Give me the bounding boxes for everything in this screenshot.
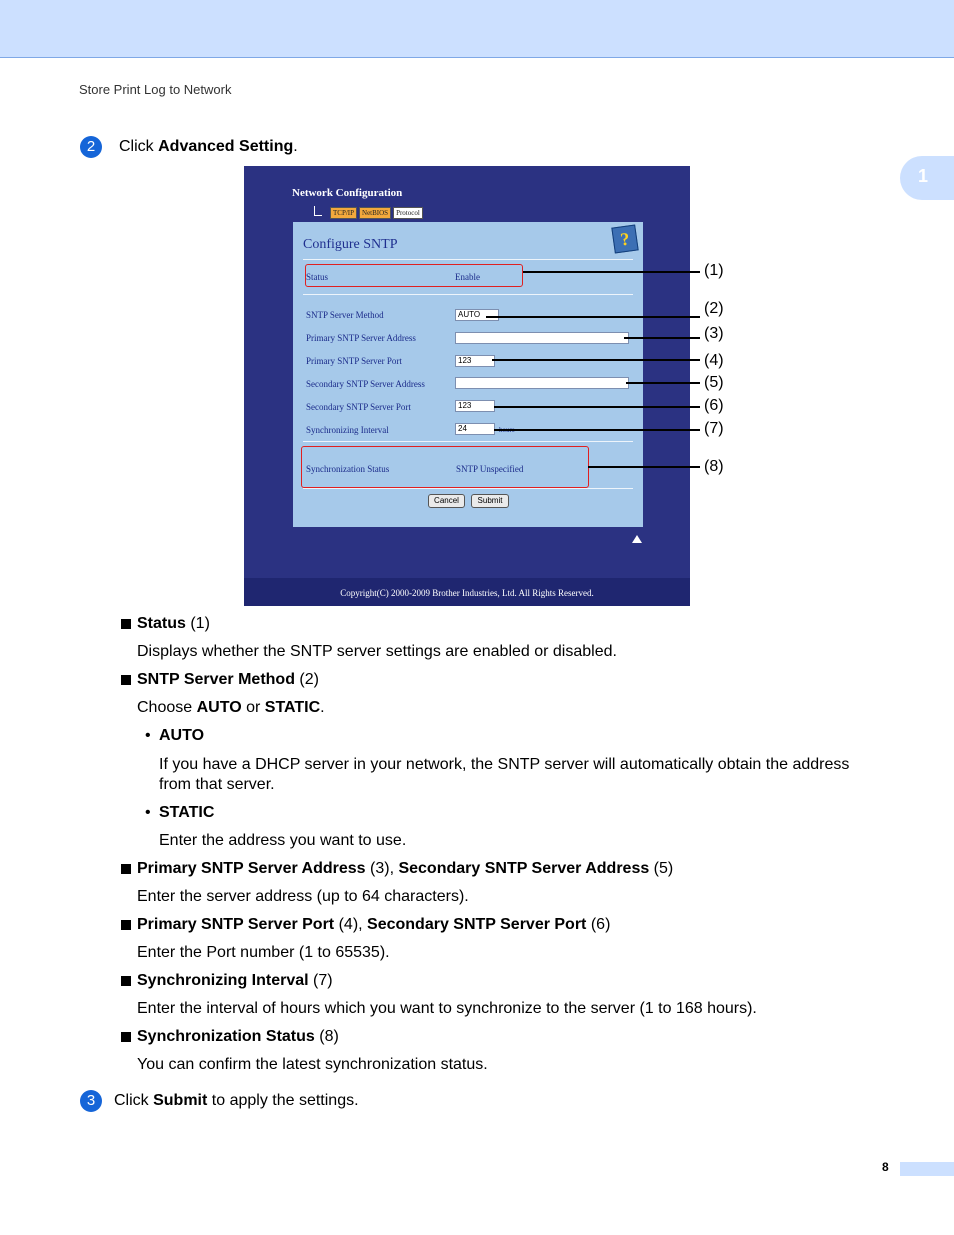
callout-line-7 [494,429,700,431]
auto-option-desc-2: from that server. [159,776,275,793]
bullet-square [121,864,131,874]
callout-line-6 [494,406,700,408]
item-address-desc: Enter the server address (up to 64 characters). [137,888,469,905]
static-option-title: STATIC [159,804,215,821]
help-icon[interactable]: ? [611,224,638,253]
callout-line-8 [588,466,700,468]
primary-port-label: Primary SNTP Server Port [306,356,402,366]
divider [303,294,633,295]
auto-option-title: AUTO [159,727,205,744]
bullet-dot: • [145,727,151,744]
divider [303,259,633,260]
item-status-heading: Status (1) [137,615,210,632]
tab-tcpip[interactable]: TCP/IP [330,207,357,219]
chapter-tab [900,156,954,200]
bullet-square [121,976,131,986]
header-band [0,0,954,58]
scroll-top-icon[interactable] [632,535,642,543]
callout-5: (5) [704,374,724,391]
item-port-heading: Primary SNTP Server Port (4), Secondary SNTP Server Port (6) [137,916,611,933]
copyright-bar [244,578,690,606]
callout-2: (2) [704,300,724,317]
callout-line-3 [624,337,700,339]
item-interval-desc: Enter the interval of hours which you want to synchronize to the server (1 to 168 hours). [137,1000,757,1017]
callout-6: (6) [704,397,724,414]
secondary-address-label: Secondary SNTP Server Address [306,379,425,389]
callout-line-5 [626,382,700,384]
status-highlight [305,264,523,287]
running-head: Store Print Log to Network [79,82,232,97]
item-interval-heading: Synchronizing Interval (7) [137,972,333,989]
auto-option-desc-1: If you have a DHCP server in your network, the SNTP server will automatically obtain the address [159,756,850,773]
primary-port-input[interactable]: 123 [455,355,495,367]
callout-1: (1) [704,262,724,279]
status-label: Status [306,272,329,282]
page-number: 8 [882,1160,889,1174]
item-status-desc: Displays whether the SNTP server settings are enabled or disabled. [137,643,617,660]
configure-sntp-panel [293,222,643,527]
item-sync-desc: You can confirm the latest synchronization status. [137,1056,488,1073]
secondary-port-label: Secondary SNTP Server Port [306,402,411,412]
primary-address-input[interactable] [455,332,629,344]
tab-netbios[interactable]: NetBIOS [359,207,391,219]
callout-7: (7) [704,420,724,437]
primary-address-label: Primary SNTP Server Address [306,333,416,343]
sntp-method-label: SNTP Server Method [306,310,384,320]
submit-button[interactable]: Submit [471,494,509,508]
sync-interval-label: Synchronizing Interval [306,425,389,435]
bullet-square [121,920,131,930]
item-port-desc: Enter the Port number (1 to 65535). [137,944,390,961]
step-2-text: Click Advanced Setting. [119,138,298,155]
secondary-address-input[interactable] [455,377,629,389]
secondary-port-input[interactable]: 123 [455,400,495,412]
item-address-heading: Primary SNTP Server Address (3), Secondary SNTP Server Address (5) [137,860,674,877]
callout-3: (3) [704,325,724,342]
panel-title: Configure SNTP [303,237,398,252]
callout-line-4 [492,359,700,361]
static-option-desc: Enter the address you want to use. [159,832,407,849]
divider [303,441,633,442]
tree-connector [314,206,322,216]
tab-protocol[interactable]: Protocol [393,207,423,219]
step-3-marker: 3 [80,1090,102,1112]
sync-status-value: SNTP Unspecified [456,464,524,474]
callout-line-2 [486,316,700,318]
cancel-button[interactable]: Cancel [428,494,465,508]
window-title: Network Configuration [292,187,403,199]
config-tabs [330,207,423,219]
bullet-square [121,1032,131,1042]
bullet-dot: • [145,804,151,821]
copyright-text: Copyright(C) 2000-2009 Brother Industries, Ltd. All Rights Reserved. [340,588,594,598]
callout-4: (4) [704,352,724,369]
item-method-heading: SNTP Server Method (2) [137,671,319,688]
item-sync-heading: Synchronization Status (8) [137,1028,339,1045]
bullet-square [121,619,131,629]
status-value: Enable [455,272,480,282]
page-number-bar [900,1162,954,1176]
divider [303,488,633,489]
sntp-screenshot [244,166,690,606]
chapter-number: 1 [918,166,929,186]
sync-status-label: Synchronization Status [306,464,390,474]
step-3-text: Click Submit to apply the settings. [114,1092,359,1109]
callout-8: (8) [704,458,724,475]
callout-line-1 [523,271,700,273]
sntp-method-select[interactable]: AUTO [455,309,499,321]
item-method-desc: Choose AUTO or STATIC. [137,699,325,716]
step-2-marker: 2 [80,136,102,158]
sync-interval-input[interactable]: 24 [455,423,495,435]
bullet-square [121,675,131,685]
